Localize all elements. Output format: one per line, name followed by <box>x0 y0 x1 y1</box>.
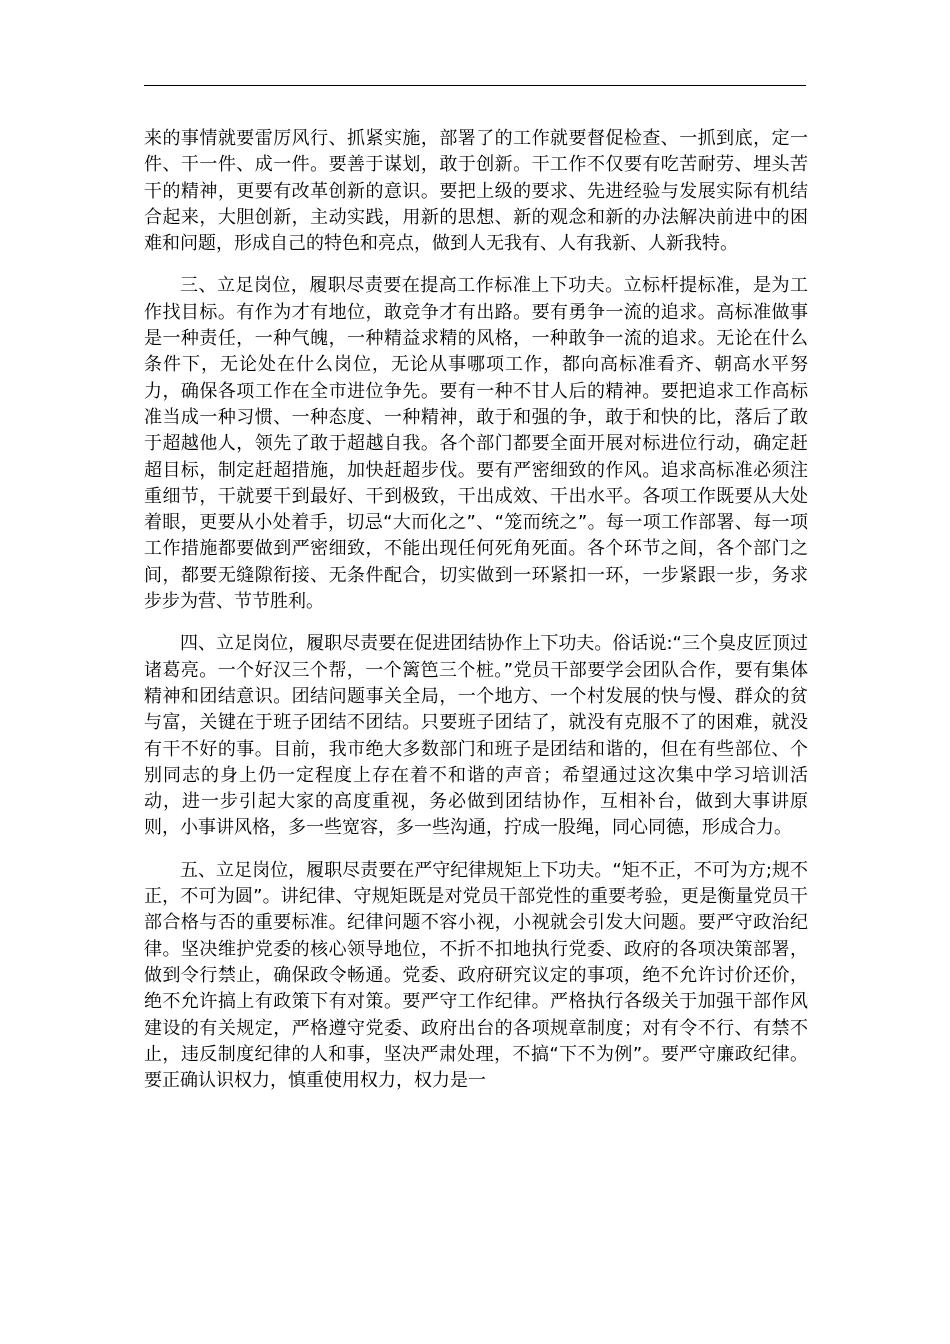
paragraph-section-three: 三、立足岗位，履职尽责要在提高工作标准上下功夫。立标杆提标准，是为工作找目标。有作为才有地位，敢竞争才有出路。要有勇争一流的追求。高标准做事是一种责任，一种气魄，一种精益求精的风格，一种敢争一流的追求。无论在什么条件下，无论处在什么岗位，无论从事哪项工作，都向高标准看齐、朝高水平努力，确保各项工作在全市进位争先。要有一种不甘人后的精神。要把追求工作高标准当成一种习惯、一种态度、一种精神，敢于和强的争，敢于和快的比，落后了敢于超越他人，领先了敢于超越自我。各个部门都要全面开展对标进位行动，确定赶超目标，制定赶超措施，加快赶超步伐。要有严密细致的作风。追求高标准必须注重细节，干就要干到最好、干到极致，干出成效、干出水平。各项工作既要从大处着眼，更要从小处着手，切忌“大而化之”、“笼而统之”。每一项工作部署、每一项工作措施都要做到严密细致，不能出现任何死角死面。各个环节之间，各个部门之间，都要无缝隙衔接、无条件配合，切实做到一环紧扣一环，一步紧跟一步，务求步步为营、节节胜利。 <box>144 275 808 613</box>
header-rule <box>144 85 806 86</box>
paragraph-section-four: 四、立足岗位，履职尽责要在促进团结协作上下功夫。俗话说:“三个臭皮匠顶过诸葛亮。一个好汉三个帮，一个篱笆三个桩。”党员干部要学会团队合作，要有集体精神和团结意识。团结问题事关全局，一个地方、一个村发展的快与慢、群众的贫与富，关键在于班子团结不团结。只要班子团结了，就没有克服不了的困难，就没有干不好的事。目前，我市绝大多数部门和班子是团结和谐的，但在有些部位、个别同志的身上仍一定程度上存在着不和谐的声音；希望通过这次集中学习培训活动，进一步引起大家的高度重视，务必做到团结协作，互相补台，做到大事讲原则，小事讲风格，多一些宽容，多一些沟通，拧成一股绳，同心同德，形成合力。 <box>144 633 808 839</box>
document-body <box>144 126 808 1094</box>
paragraph-continuation: 来的事情就要雷厉风行、抓紧实施，部署了的工作就要督促检查、一抓到底，定一件、干一件、成一件。要善于谋划，敢于创新。干工作不仅要有吃苦耐劳、埋头苦干的精神，更要有改革创新的意识。要把上级的要求、先进经验与发展实际有机结合起来，大胆创新，主动实践，用新的思想、新的观念和新的办法解决前进中的困难和问题，形成自己的特色和亮点，做到人无我有、人有我新、人新我特。 <box>144 128 808 255</box>
paragraph-section-five: 五、立足岗位，履职尽责要在严守纪律规矩上下功夫。“矩不正，不可为方;规不正，不可为圆”。讲纪律、守规矩既是对党员干部党性的重要考验，更是衡量党员干部合格与否的重要标准。纪律问题不容小视，小视就会引发大问题。要严守政治纪律。坚决维护党委的核心领导地位，不折不扣地执行党委、政府的各项决策部署，做到令行禁止，确保政令畅通。党委、政府研究议定的事项，绝不允许讨价还价，绝不允许搞上有政策下有对策。要严守工作纪律。严格执行各级关于加强干部作风建设的有关规定，严格遵守党委、政府出台的各项规章制度；对有令不行、有禁不止，违反制度纪律的人和事，坚决严肃处理，不搞“下不为例”。要严守廉政纪律。要正确认识权力，慎重使用权力，权力是一 <box>144 859 808 1092</box>
